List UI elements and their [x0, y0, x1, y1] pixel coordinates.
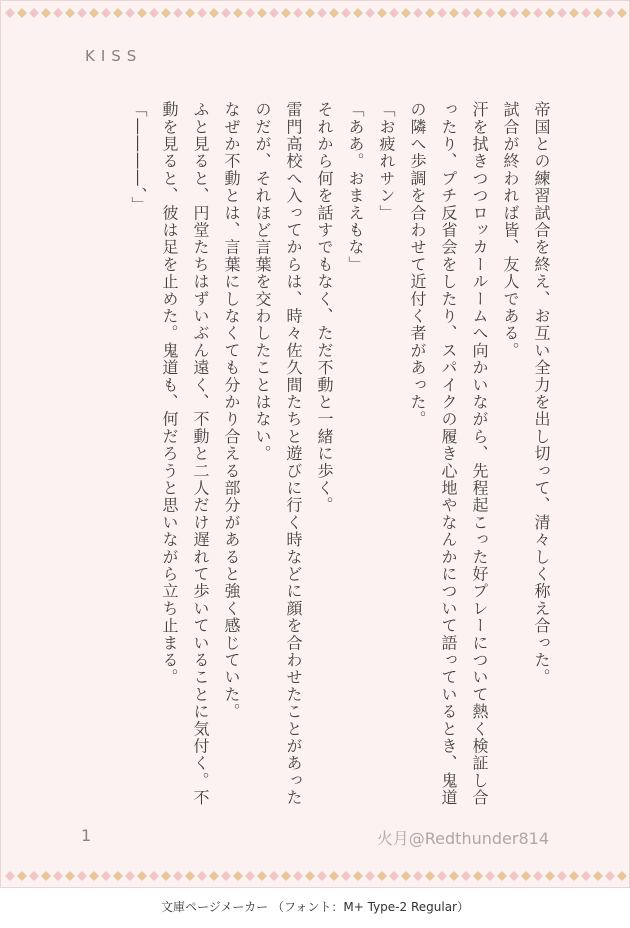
diamond-ornament [317, 871, 327, 881]
diamond-border-svg [4, 7, 628, 19]
diamond-ornament [581, 8, 591, 18]
diamond-ornament [497, 871, 507, 881]
diamond-ornament [365, 8, 375, 18]
diamond-ornament [257, 8, 267, 18]
diamond-ornament [485, 871, 495, 881]
diamond-ornament [197, 8, 207, 18]
diamond-ornament [173, 871, 183, 881]
diamond-ornament [329, 871, 339, 881]
diamond-ornament [5, 8, 15, 18]
diamond-ornament [41, 871, 51, 881]
paragraph: それから何を話すでもなく、ただ不動と一緒に歩く。 [315, 101, 334, 514]
diamond-ornament [233, 8, 243, 18]
diamond-ornament [437, 8, 447, 18]
diamond-ornament [473, 871, 483, 881]
diamond-ornament [245, 871, 255, 881]
diamond-ornament [269, 871, 279, 881]
diamond-ornament [269, 8, 279, 18]
diamond-ornament [29, 871, 39, 881]
diamond-ornament [233, 871, 243, 881]
diamond-ornament [389, 871, 399, 881]
diamond-ornament [365, 871, 375, 881]
diamond-ornament [533, 8, 543, 18]
diamond-ornament [281, 871, 291, 881]
diamond-ornament [605, 8, 615, 18]
diamond-ornament [77, 8, 87, 18]
diamond-ornament [209, 871, 219, 881]
diamond-ornament [425, 871, 435, 881]
diamond-ornament [125, 8, 135, 18]
diamond-ornament [65, 8, 75, 18]
diamond-ornament [401, 871, 411, 881]
diamond-ornament [569, 8, 579, 18]
diamond-ornament [137, 871, 147, 881]
diamond-ornament [545, 871, 555, 881]
diamond-ornament [149, 8, 159, 18]
diamond-ornament [221, 8, 231, 18]
diamond-ornament [329, 8, 339, 18]
diamond-ornament [353, 871, 363, 881]
diamond-ornament [509, 871, 519, 881]
diamond-ornament [113, 871, 123, 881]
diamond-ornament [137, 8, 147, 18]
diamond-ornament [377, 871, 387, 881]
diamond-ornament [77, 871, 87, 881]
diamond-ornament [65, 871, 75, 881]
diamond-ornament [29, 8, 39, 18]
diamond-ornament [449, 871, 459, 881]
diamond-ornament [221, 871, 231, 881]
diamond-ornament [17, 8, 27, 18]
diamond-ornament [593, 8, 603, 18]
paragraph: なぜか不動とは、言葉にしなくても分かり合える部分があると強く感じていた。 [222, 101, 241, 721]
page-number: 1 [81, 826, 92, 845]
diamond-ornament [305, 871, 315, 881]
diamond-ornament [317, 8, 327, 18]
diamond-ornament [593, 871, 603, 881]
diamond-ornament [353, 8, 363, 18]
author-credit: 火月@Redthunder814 [376, 829, 549, 848]
diamond-ornament [101, 871, 111, 881]
paragraph: 試合が終われば皆、友人である。 [501, 101, 520, 359]
diamond-ornament [521, 871, 531, 881]
diamond-ornament [125, 871, 135, 881]
top-diamond-border [1, 6, 630, 20]
diamond-ornament [341, 8, 351, 18]
diamond-ornament [557, 8, 567, 18]
diamond-ornament [197, 871, 207, 881]
paragraph: 帝国との練習試合を終え、お互い全力を出し切って、清々しく称え合った。 [532, 101, 551, 686]
diamond-ornament [545, 8, 555, 18]
paragraph: ふと見ると、円堂たちはずいぶん遠く、不動と二人だけ遅れて歩いていることに気付く。不動を見ると、彼は足を止めた。鬼道も、何だろうと思いながら立ち止まる。 [160, 101, 210, 807]
diamond-ornament [173, 8, 183, 18]
diamond-ornament [53, 8, 63, 18]
diamond-ornament [449, 8, 459, 18]
diamond-ornament [113, 8, 123, 18]
app-caption: 文庫ページメーカー （フォント：M+ Type-2 Regular） [161, 900, 469, 914]
diamond-ornament [281, 8, 291, 18]
diamond-ornament [389, 8, 399, 18]
diamond-ornament [617, 8, 627, 18]
diamond-ornament [485, 8, 495, 18]
diamond-ornament [185, 871, 195, 881]
diamond-ornament [293, 871, 303, 881]
diamond-ornament [53, 871, 63, 881]
diamond-ornament [497, 8, 507, 18]
diamond-ornament [461, 8, 471, 18]
diamond-ornament [425, 8, 435, 18]
diamond-ornament [377, 8, 387, 18]
diamond-ornament [341, 871, 351, 881]
diamond-ornament [257, 871, 267, 881]
diamond-ornament [101, 8, 111, 18]
diamond-ornament [581, 871, 591, 881]
diamond-ornament [569, 871, 579, 881]
diamond-ornament [305, 8, 315, 18]
diamond-ornament [413, 871, 423, 881]
diamond-ornament [245, 8, 255, 18]
bottom-diamond-border [1, 869, 630, 883]
diamond-ornament [89, 8, 99, 18]
vertical-body-text [123, 101, 557, 821]
diamond-ornament [161, 871, 171, 881]
diamond-ornament [185, 8, 195, 18]
diamond-ornament [521, 8, 531, 18]
diamond-ornament [17, 871, 27, 881]
diamond-ornament [557, 871, 567, 881]
paragraph: 汗を拭きつつロッカールームへ向かいながら、先程起こった好プレーについて熱く検証し合ったり、プチ反省会をしたり、スパイクの履き心地やなんかについて語っているとき、鬼道の隣へ歩調を合わせて近付く者があった。 [408, 101, 489, 807]
paragraph: 「ああ。おまえもな」 [346, 101, 365, 273]
diamond-ornament [293, 8, 303, 18]
diamond-ornament [5, 871, 15, 881]
diamond-ornament [617, 871, 627, 881]
diamond-ornament [473, 8, 483, 18]
diamond-ornament [509, 8, 519, 18]
diamond-ornament [605, 871, 615, 881]
diamond-ornament [161, 8, 171, 18]
diamond-ornament [41, 8, 51, 18]
paragraph: 「――――、」 [129, 101, 148, 214]
paragraph: 「お疲れサン」 [377, 101, 396, 222]
diamond-ornament [401, 8, 411, 18]
diamond-border-svg [4, 870, 628, 882]
running-title: KISS [85, 47, 143, 65]
diamond-ornament [461, 871, 471, 881]
paragraph: 雷門高校へ入ってからは、時々佐久間たちと遊びに行く時などに顔を合わせたことがあったのだが、それほど言葉を交わしたことはない。 [253, 101, 303, 807]
diamond-ornament [437, 871, 447, 881]
diamond-ornament [149, 871, 159, 881]
diamond-ornament [209, 8, 219, 18]
diamond-ornament [89, 871, 99, 881]
diamond-ornament [413, 8, 423, 18]
diamond-ornament [533, 871, 543, 881]
